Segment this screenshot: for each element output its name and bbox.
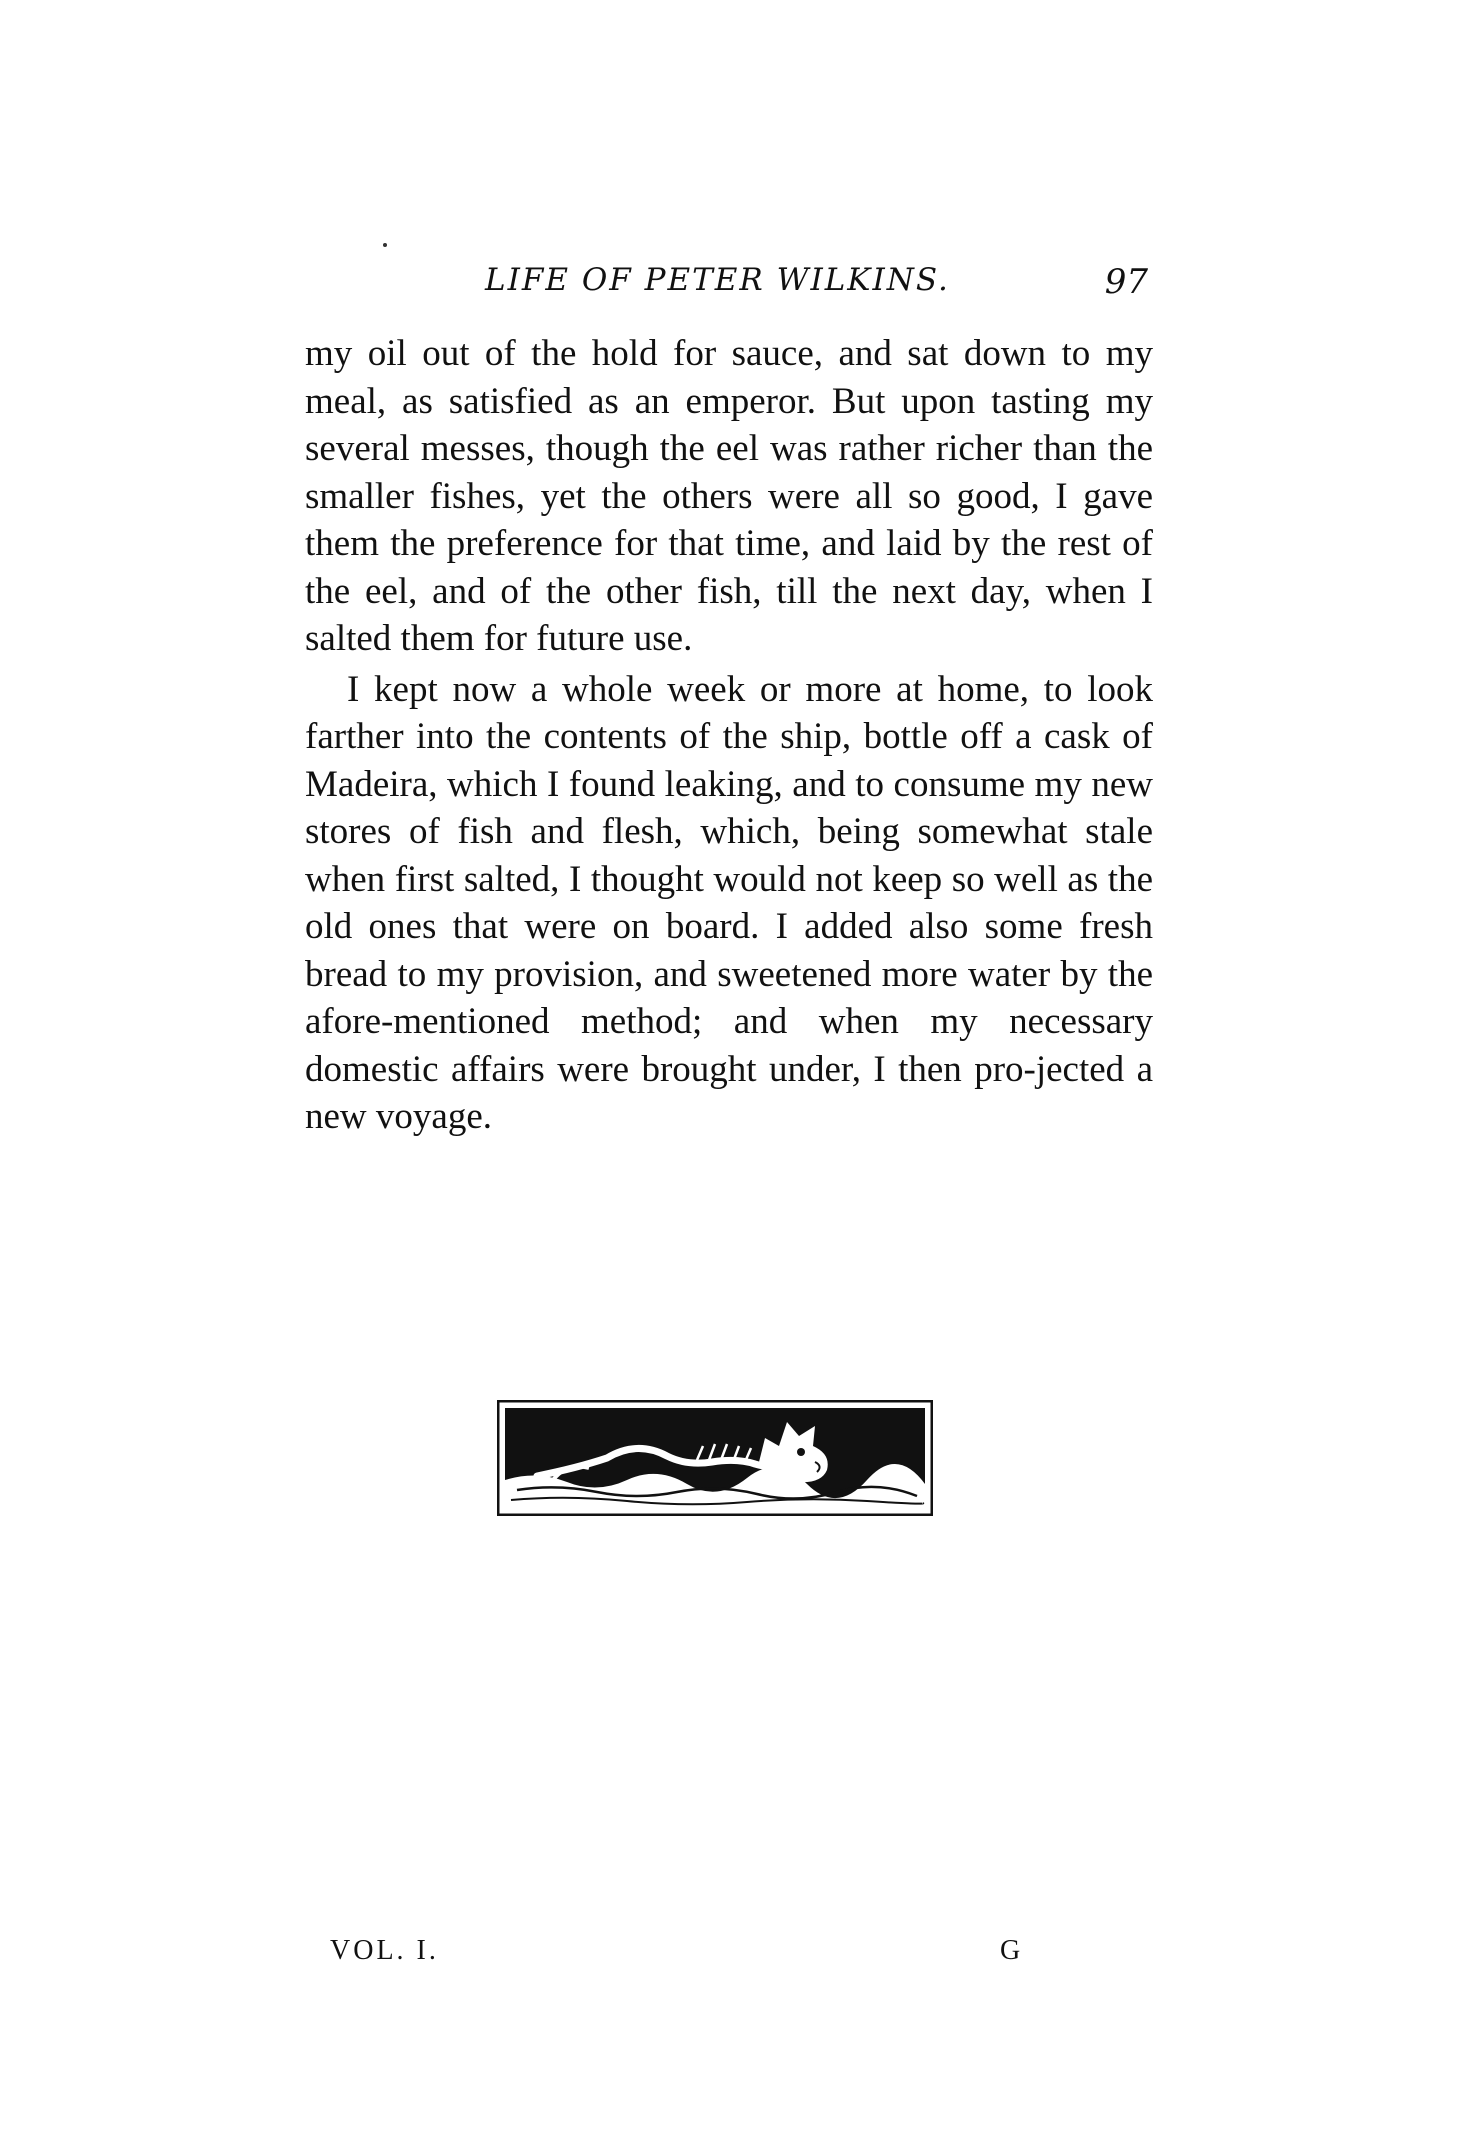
running-head [300,262,1160,312]
sea-creature-tailpiece-icon [497,1400,933,1516]
ink-speck [383,243,387,247]
running-title: LIFE OF PETER WILKINS. [485,262,950,298]
paragraph-1: my oil out of the hold for sauce, and sat down to my meal, as satisfied as an emperor. But upon tasting my several messes, though the eel was rather richer than the smaller fishes, yet the others were all so good, I gave them the preference for that time, and laid by the rest of the eel, and of the other fish, till the next day, when I salted them for future use. [305,333,1153,659]
page-number: 97 [1104,262,1148,302]
body-text [305,330,1153,1141]
volume-signature: VOL. I. [330,1935,439,1966]
signature-mark: G [1000,1935,1021,1966]
paragraph-2: I kept now a whole week or more at home, to look farther into the contents of the ship, bottle off a cask of Madeira, which I found leaking, and to consume my new stores of fish and flesh, which, being somewhat stale when first salted, I thought would not keep so well as the old ones that were on board. I added also some fresh bread to my provision, and sweetened more water by the afore-mentioned method; and when my necessary domestic affairs were brought under, I then pro-jected a new voyage. [305,668,1153,1137]
